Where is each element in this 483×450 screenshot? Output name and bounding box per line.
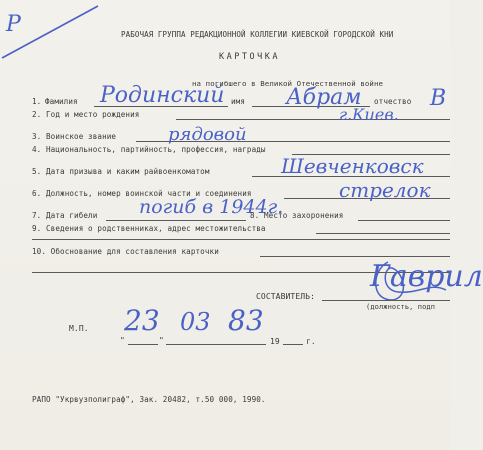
field-10-label: 10. Обоснование для составления карточки xyxy=(32,247,219,256)
birth-underline xyxy=(176,119,450,120)
date-open-quote: " xyxy=(120,336,125,345)
death-date-underline xyxy=(106,220,246,221)
patronymic-value: В xyxy=(430,86,447,111)
year-prefix: 19 xyxy=(270,337,280,346)
birthplace-value: г.Киев. xyxy=(339,105,399,124)
field-4-label: 4. Национальность, партийность, профессия, награды xyxy=(32,145,266,154)
organization-line: РАБОЧАЯ ГРУППА РЕДАКЦИОННОЙ КОЛЛЕГИИ КИЕВСКОЙ ГОРОДСКОЙ КНИ xyxy=(121,30,394,39)
field-1-name-label: имя xyxy=(231,97,246,106)
mp-label: М.П. xyxy=(69,324,89,333)
compiler-label: СОСТАВИТЕЛЬ: xyxy=(256,292,315,301)
surname-value: Родинский xyxy=(100,83,225,108)
field-9-label: 9. Сведения о родственниках, адрес местожительства xyxy=(32,224,266,233)
date-year-value: 83 xyxy=(228,304,264,337)
death-date-value: погиб в 1944г. xyxy=(139,196,284,218)
month-underline xyxy=(166,344,266,345)
card-title: КАРТОЧКА xyxy=(219,52,280,62)
card-subtitle: на погибшего в Великой Отечественной войне xyxy=(192,79,384,88)
field-1-surname-label: Фамилия xyxy=(45,97,78,106)
field-3-label: 3. Воинское звание xyxy=(32,132,117,141)
basis-underline xyxy=(260,256,450,257)
day-underline xyxy=(128,344,158,345)
field-1-number: 1. xyxy=(32,97,42,106)
position-signature-caption: (должность, подп xyxy=(366,303,436,311)
relatives-underline xyxy=(316,233,450,234)
corner-handwritten-mark: Р xyxy=(6,12,21,37)
field-2-label: 2. Год и место рождения xyxy=(32,110,140,119)
date-day-value: 23 xyxy=(124,304,160,337)
printer-line: РАПО "Укрвузполиграф", Зак. 20482, т.50 000, 1990. xyxy=(32,395,266,404)
compiler-underline xyxy=(322,300,450,301)
first-name-value: Абрам xyxy=(286,85,362,110)
field-6-label: 6. Должность, номер воинской части и соединения xyxy=(32,189,252,198)
field-1-patronymic-label: отчество xyxy=(374,97,412,106)
year-underline xyxy=(283,344,303,345)
field-5-label: 5. Дата призыва и каким райвоенкоматом xyxy=(32,167,210,176)
date-month-value: 03 xyxy=(180,308,211,336)
year-suffix: г. xyxy=(306,337,316,346)
draft-office-value: Шевченковск xyxy=(281,154,424,178)
field-8-label: 8. Место захоронения xyxy=(250,211,344,220)
position-value: стрелок xyxy=(339,178,431,202)
burial-underline xyxy=(358,220,450,221)
field-7-label: 7. Дата гибели xyxy=(32,211,98,220)
compiler-signature: Гаврил xyxy=(370,259,483,294)
relatives-underline-2 xyxy=(32,239,450,240)
rank-value: рядовой xyxy=(168,124,247,145)
date-close-quote: " xyxy=(159,336,164,345)
